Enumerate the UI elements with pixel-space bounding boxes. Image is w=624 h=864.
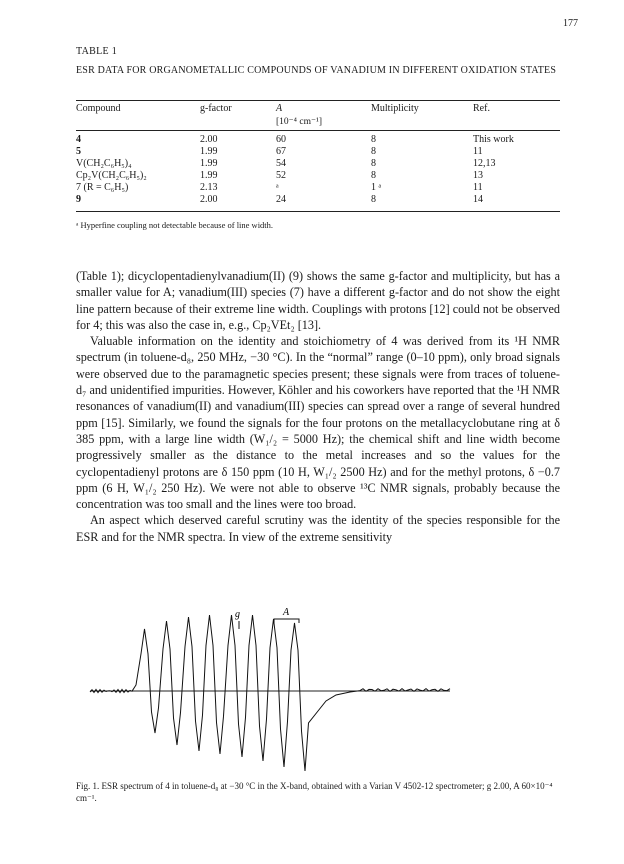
- table-cell-compound: Cp₂V(CH₂C₆H₅)₂: [76, 170, 147, 181]
- table-cell-ref: 14: [473, 194, 483, 205]
- table-cell-g: 2.13: [200, 182, 218, 193]
- header-g-factor: g-factor: [200, 103, 232, 114]
- table-cell-multiplicity: 8: [371, 146, 376, 157]
- table-cell-g: 2.00: [200, 194, 218, 205]
- page-number: 177: [563, 18, 578, 29]
- table-cell-multiplicity: 8: [371, 194, 376, 205]
- table-top-rule: [76, 100, 560, 101]
- table-cell-g: 1.99: [200, 146, 218, 157]
- header-compound: Compound: [76, 103, 121, 114]
- table-title: ESR DATA FOR ORGANOMETALLIC COMPOUNDS OF VANADIUM IN DIFFERENT OXIDATION STATES: [76, 65, 557, 76]
- table-cell-ref: 12,13: [473, 158, 496, 169]
- table-cell-a: ᵃ: [276, 182, 279, 193]
- table-cell-multiplicity: 1 ᵃ: [371, 182, 382, 193]
- table-cell-multiplicity: 8: [371, 158, 376, 169]
- paragraph: Valuable information on the identity and stoichiometry of 4 was derived from its ¹H NMR spectrum (in toluene-d₈, 250 MHz, −30 °C). In the “normal” range (0–10 ppm), only broad signals were observed due to the paramagnetic species present; these signals were from traces of toluene-d₇ and unidentified impurities. However, Köhler and his coworkers have reported that the ¹H NMR resonances of vanadium(II) and vanadium(III) species can spread over a range of several hundred ppm [15]. Similarly, we found the signals for the four protons on the metallacyclobutane ring at δ 385 ppm, with a large line width (W₁/₂ = 5000 Hz); the chemical shift and line width become progressively smaller as the distance to the metal increases and so the values for the cyclopentadienyl protons are δ 150 ppm (10 H, W₁/₂ 2500 Hz) and for the methyl protons, δ −0.7 ppm (6 H, W₁/₂ 250 Hz). We were not able to observe ¹³C NMR signals, probably because the concentration was too small and the lines were too broad.: [76, 334, 560, 512]
- g-marker-label: g: [235, 609, 240, 620]
- table-cell-ref: 11: [473, 182, 483, 193]
- table-cell-a: 52: [276, 170, 286, 181]
- table-label: TABLE 1: [76, 46, 118, 57]
- paragraph: An aspect which deserved careful scrutiny was the identity of the species responsible for the ESR and for the NMR spectra. In view of the extreme sensitivity: [76, 513, 560, 544]
- table-cell-a: 60: [276, 134, 286, 145]
- table-cell-compound: 7 (R = C₆H₅): [76, 182, 129, 193]
- table-cell-compound: 5: [76, 146, 81, 157]
- header-multiplicity: Multiplicity: [371, 103, 419, 114]
- table-footnote: ᵃ Hyperfine coupling not detectable because of line width.: [76, 220, 274, 230]
- table-cell-g: 1.99: [200, 158, 218, 169]
- paragraph: (Table 1); dicyclopentadienylvanadium(II) (9) shows the same g-factor and multiplicity, but has a smaller value for A; vanadium(III) species (7) have a different g-factor and do not show the eight line pattern because of their extreme line width. Couplings with protons [12] could not be observed for 4; this was also the case in, e.g., Cp₂VEt₂ [13].: [76, 269, 560, 332]
- table-cell-multiplicity: 8: [371, 134, 376, 145]
- spectrum-trace: [90, 615, 450, 771]
- table-cell-ref: 13: [473, 170, 483, 181]
- table-cell-compound: 9: [76, 194, 81, 205]
- header-a-unit: [10⁻⁴ cm⁻¹]: [276, 117, 322, 127]
- table-cell-compound: V(CH₂C₆H₅)₄: [76, 158, 132, 169]
- table-cell-a: 24: [276, 194, 286, 205]
- figure-caption: Fig. 1. ESR spectrum of 4 in toluene-d₈ at −30 °C in the X-band, obtained with a Varian V 4502-12 spectrometer; g 2.00, A 60×10⁻⁴ cm⁻¹.: [76, 781, 553, 803]
- header-a: A: [276, 103, 283, 114]
- body-text: [76, 268, 560, 545]
- table-cell-ref: 11: [473, 146, 483, 157]
- esr-spectrum-figure: [60, 601, 560, 781]
- table-bottom-rule: [76, 211, 560, 212]
- table-cell-multiplicity: 8: [371, 170, 376, 181]
- table-cell-compound: 4: [76, 134, 81, 145]
- table-cell-ref: This work: [473, 134, 514, 145]
- table-cell-g: 2.00: [200, 134, 218, 145]
- a-marker-bracket: [274, 619, 299, 623]
- a-marker-label: A: [283, 607, 290, 618]
- table-cell-a: 67: [276, 146, 286, 157]
- table-cell-a: 54: [276, 158, 286, 169]
- table-header-rule: [76, 130, 560, 131]
- header-ref: Ref.: [473, 103, 490, 114]
- table-cell-g: 1.99: [200, 170, 218, 181]
